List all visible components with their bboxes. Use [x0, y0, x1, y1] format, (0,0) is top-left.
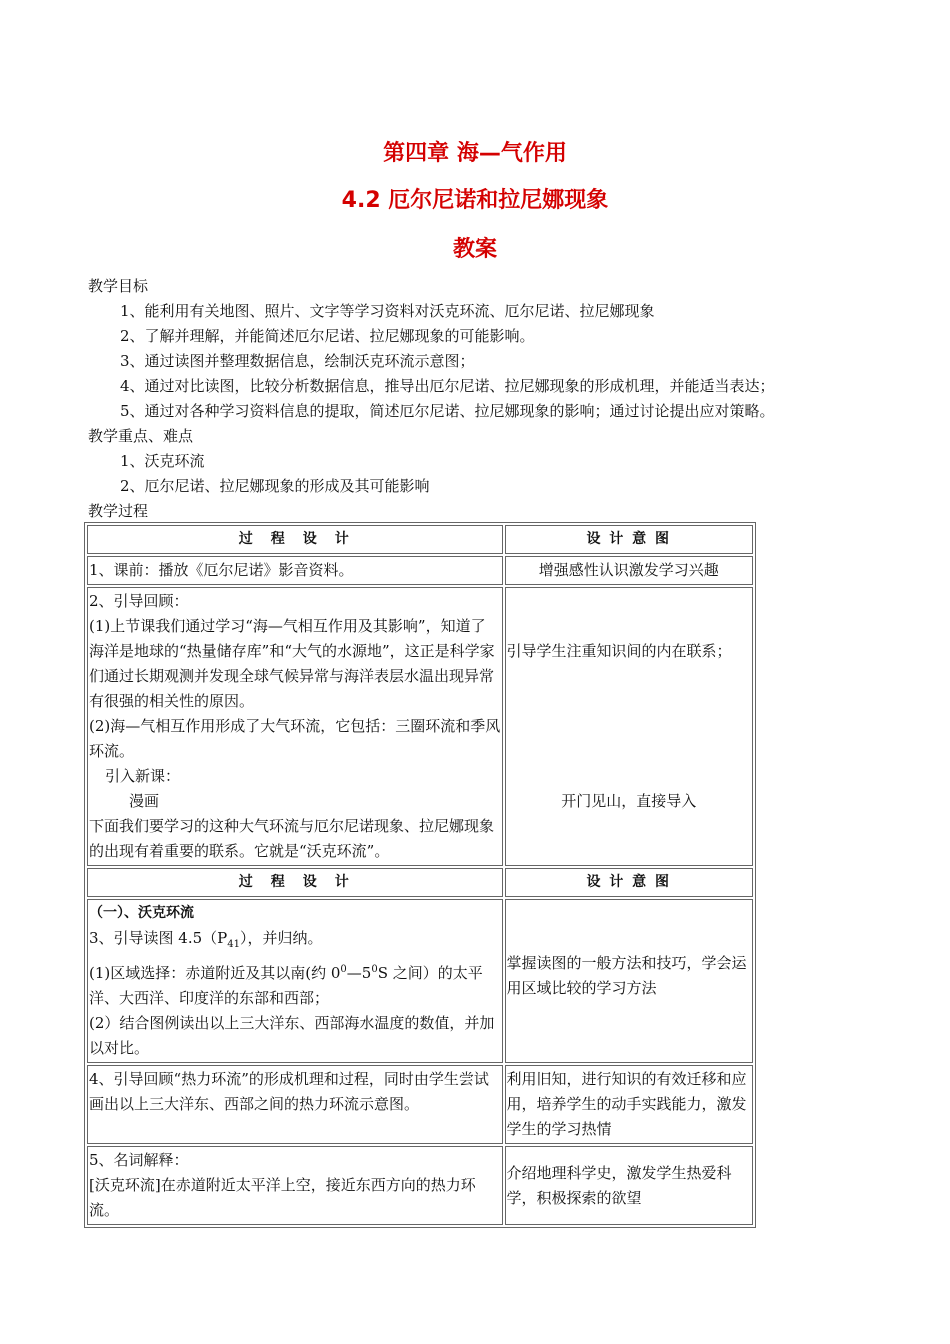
- row5-intent: [505, 1146, 753, 1225]
- objective-item: 1、能利用有关地图、照片、文字等学习资料对沃克环流、厄尔尼诺、拉尼娜现象: [120, 302, 655, 320]
- row3-p3: (1)区域选择：赤道附近及其以南(约 $0^0—5^0S$ 之间）的太平洋、大西洋、印度洋的东部和西部；: [89, 964, 483, 1007]
- objective-item: 5、通过对各种学习资料信息的提取，简述厄尔尼诺、拉尼娜现象的影响；通过讨论提出应对策略。: [120, 402, 775, 420]
- row3-process: [87, 899, 503, 1063]
- row2-p2: (1)上节课我们通过学习“海—气相互作用及其影响”，知道了海洋是地球的“热量储存库”和“大气的水源地”，这正是科学家们通过长期观测并发现全球气候异常与海洋表层水温出现异常有很强的相关性的原因。: [89, 617, 495, 710]
- key-point-item: 2、厄尔尼诺、拉尼娜现象的形成及其可能影响: [120, 477, 430, 495]
- row2-intent2: 开门见山，直接导入: [561, 792, 697, 810]
- row2-process: [87, 587, 503, 866]
- objective-item: 3、通过读图并整理数据信息，绘制沃克环流示意图；: [120, 352, 475, 370]
- process-table: [84, 522, 756, 1228]
- key-point-item: 1、沃克环流: [120, 452, 205, 470]
- row2-p4: 引入新课：: [105, 767, 181, 785]
- col-header-intent-repeat: 设 计 意 图: [505, 868, 753, 897]
- row2-p5: 漫画: [129, 792, 160, 810]
- row1-process: 1、课前：播放《厄尔尼诺》影音资料。: [87, 556, 503, 585]
- row3-intent: [505, 899, 753, 1063]
- table-header-row: [87, 525, 753, 554]
- row3-p2: 3、引导读图 $4.5(P_{41})$，并归纳。: [89, 929, 323, 950]
- table-row: [87, 1146, 753, 1225]
- row5-process: [87, 1146, 503, 1225]
- row2-p6: 下面我们要学习的这种大气环流与厄尔尼诺现象、拉尼娜现象的出现有着重要的联系。它就是“沃克环流”。: [89, 817, 495, 860]
- table-row: [87, 587, 753, 866]
- row2-p3: (2)海—气相互作用形成了大气环流，它包括：三圈环流和季风环流。: [89, 717, 501, 760]
- col-header-process: 过 程 设 计: [87, 525, 503, 554]
- row2-intent1: 引导学生注重知识间的内在联系；: [506, 642, 732, 660]
- objective-item: 4、通过对比读图，比较分析数据信息，推导出厄尔尼诺、拉尼娜现象的形成机理，并能适当表达；: [120, 377, 775, 395]
- table-row: [87, 899, 753, 1063]
- table-row: [87, 1065, 753, 1144]
- row5-p2: [沃克环流]在赤道附近太平洋上空，接近东西方向的热力环流。: [89, 1176, 476, 1219]
- row3-heading: （一）、沃克环流: [89, 905, 194, 921]
- section-title: 4.2 厄尔尼诺和拉尼娜现象: [341, 188, 609, 213]
- key-points-heading: 教学重点、难点: [88, 427, 194, 445]
- doc-type-title: 教案: [452, 237, 497, 262]
- row1-intent: 增强感性认识激发学习兴趣: [505, 556, 753, 585]
- table-row: [87, 556, 753, 585]
- row5-intent-text: 介绍地理科学史，激发学生热爱科学，积极探索的欲望: [506, 1164, 732, 1207]
- objective-item: 2、了解并理解，并能简述厄尔尼诺、拉尼娜现象的可能影响。: [120, 327, 535, 345]
- table-header-row: [87, 868, 753, 897]
- row3-intent-text: 掌握读图的一般方法和技巧，学会运用区域比较的学习方法: [506, 954, 747, 997]
- row4-intent: 利用旧知，进行知识的有效迁移和应用，培养学生的动手实践能力，激发学生的学习热情: [505, 1065, 753, 1144]
- objectives-heading: 教学目标: [88, 277, 149, 295]
- col-header-intent: 设 计 意 图: [505, 525, 753, 554]
- col-header-process-repeat: 过 程 设 计: [87, 868, 503, 897]
- row5-p1: 5、名词解释：: [89, 1151, 189, 1169]
- row3-p4: (2）结合图例读出以上三大洋东、西部海水温度的数值，并加以对比。: [89, 1014, 495, 1057]
- row2-intent: [505, 587, 753, 866]
- row4-process: 4、引导回顾“热力环流”的形成机理和过程，同时由学生尝试画出以上三大洋东、西部之间的热力环流示意图。: [87, 1065, 503, 1144]
- chapter-title: 第四章 海—气作用: [383, 141, 567, 166]
- process-heading: 教学过程: [88, 502, 149, 520]
- row2-p1: 2、引导回顾：: [89, 592, 189, 610]
